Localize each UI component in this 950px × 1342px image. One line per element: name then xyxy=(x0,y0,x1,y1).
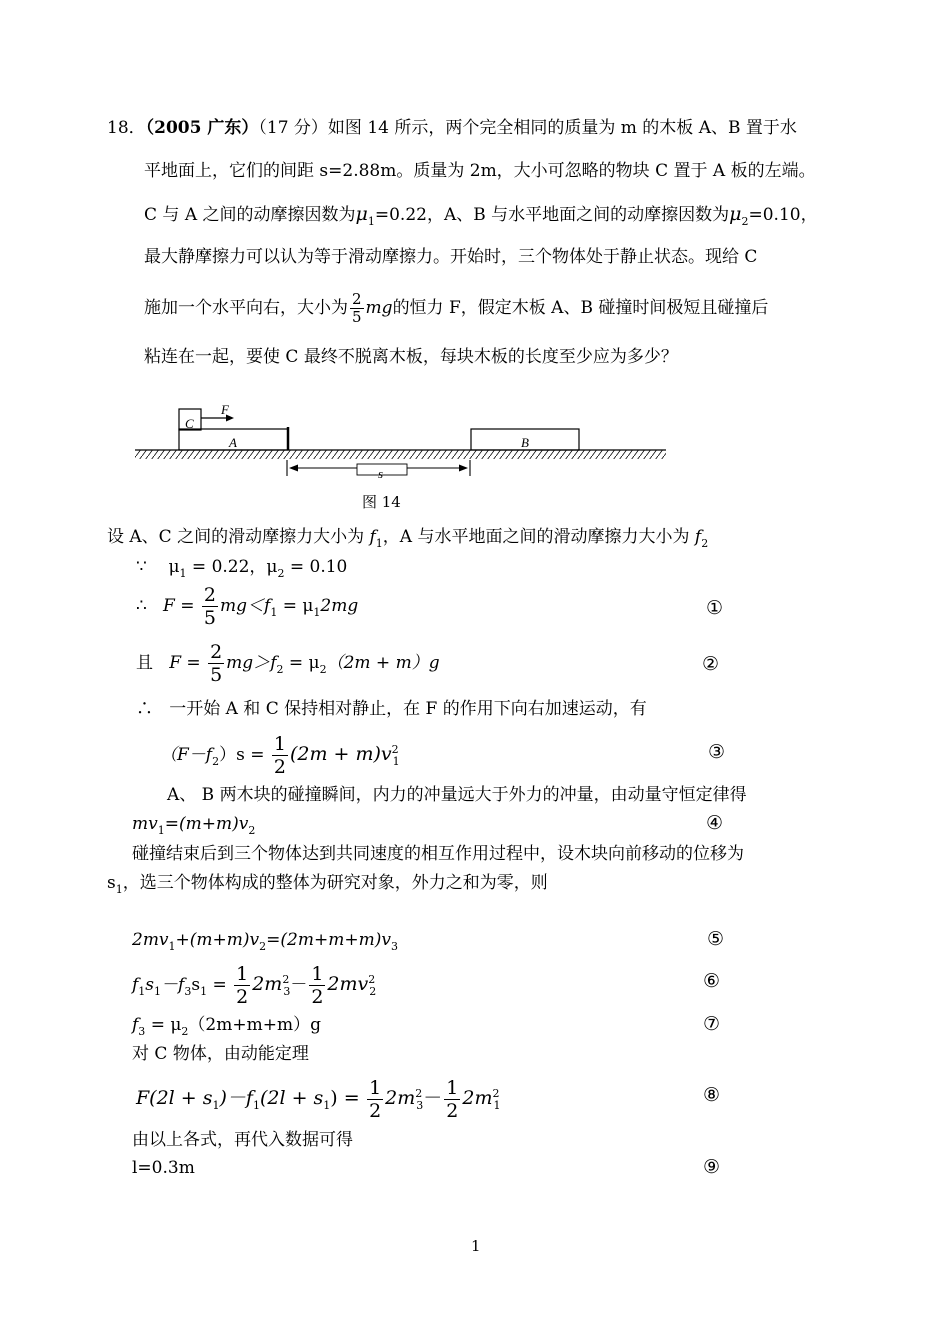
problem-text-5a: 施加一个水平向右，大小为 xyxy=(144,298,348,318)
sup-2: 2 xyxy=(415,1087,423,1100)
eq-term: － xyxy=(423,1087,443,1109)
f-sub: 1 xyxy=(270,606,278,619)
v-sub: 3 xyxy=(416,1099,424,1112)
label-s: s xyxy=(378,466,384,481)
for-c-line: 对 C 物体，由动能定理 xyxy=(132,1044,309,1064)
fraction-numerator: 1 xyxy=(311,963,324,985)
f-sub: 2 xyxy=(276,663,284,676)
fraction-denominator: 2 xyxy=(273,756,286,778)
problem-line-5 xyxy=(144,288,768,328)
eq-var: F xyxy=(163,596,175,616)
eq-term: －f xyxy=(161,975,185,995)
mg-term: mg xyxy=(365,298,393,318)
f-sub: 2 xyxy=(701,537,709,550)
fraction-numerator: 2 xyxy=(210,641,223,663)
eq-term: 2m xyxy=(462,1087,493,1109)
s-sub: 1 xyxy=(212,1099,220,1112)
fraction-one-half xyxy=(309,963,325,1008)
solution-text-1a: 设 A、C 之间的滑动摩擦力大小为 xyxy=(107,527,370,547)
eq-term: F(2l + s xyxy=(136,1087,213,1109)
problem-source: （2005 广东） xyxy=(145,118,259,138)
equation-7 xyxy=(132,1014,321,1043)
mu-sub: 2 xyxy=(741,215,749,228)
eq-term: mg＞ xyxy=(226,653,271,673)
eq-term: mv xyxy=(132,814,158,834)
after-collision-line-2 xyxy=(107,872,548,901)
equation-6 xyxy=(132,958,376,1014)
eq-term: （2m+m+m）g xyxy=(188,1015,321,1035)
problem-line-6: 粘连在一起，要使 C 最终不脱离木板，每块木板的长度至少应为多少？ xyxy=(144,347,678,367)
figure-14 xyxy=(130,400,670,490)
eq-term: （2m + m）g xyxy=(326,653,440,673)
problem-line-3 xyxy=(144,203,818,233)
fraction-numerator: 1 xyxy=(236,963,249,985)
v-sub: 1 xyxy=(392,755,400,768)
problem-number: 18． xyxy=(107,118,146,138)
problem-points: （17 分） xyxy=(258,118,328,138)
f-symbol: f xyxy=(270,653,277,673)
circled-number-2: ② xyxy=(702,653,720,675)
mu-sub: 2 xyxy=(277,567,285,580)
eq-term: = μ xyxy=(277,596,314,616)
mu-sub: 1 xyxy=(367,215,375,228)
figure-caption: 图 14 xyxy=(362,493,401,511)
label-c: C xyxy=(185,416,194,431)
f-sub: 1 xyxy=(138,985,146,998)
mu-symbol: μ xyxy=(355,203,368,225)
page-number: 1 xyxy=(471,1237,481,1255)
eq-term: mg＜ xyxy=(220,596,265,616)
s-sub: 1 xyxy=(115,883,123,896)
v-sub: 3 xyxy=(283,985,291,998)
fraction-denominator: 2 xyxy=(311,986,324,1008)
eq-term: s xyxy=(145,975,155,995)
solution-accel-line xyxy=(136,698,647,720)
mu-symbol: μ xyxy=(729,203,742,225)
eq-term: （F－f xyxy=(160,745,213,765)
f-sub: 1 xyxy=(375,537,383,550)
fraction-numerator: 2 xyxy=(203,584,216,606)
label-a: A xyxy=(229,435,237,450)
mu-values: = 0.22，μ xyxy=(186,557,278,577)
therefore-symbol: ∴ xyxy=(136,596,147,616)
eq-term: 2mv xyxy=(132,930,169,950)
problem-text-3c: =0.10， xyxy=(748,205,818,225)
problem-text-5b: 的恒力 F，假定木板 A、B 碰撞时间极短且碰撞后 xyxy=(392,298,769,318)
eq-term: =(m+m)v xyxy=(164,814,249,834)
v-sub: 1 xyxy=(168,940,176,953)
eq-term: = xyxy=(207,975,227,995)
s-sub: 1 xyxy=(154,985,162,998)
eq-term: = μ xyxy=(283,653,320,673)
solution-line-2 xyxy=(136,556,347,585)
f-symbol: f xyxy=(132,975,139,995)
fraction-denominator: 2 xyxy=(236,986,249,1008)
eq-term: － xyxy=(290,975,308,995)
circled-number-4: ④ xyxy=(706,812,724,834)
problem-line-1 xyxy=(107,117,797,139)
eq-term: (2l + s xyxy=(259,1087,324,1109)
f-symbol: f xyxy=(694,527,702,547)
fraction-two-fifths xyxy=(208,641,224,686)
fraction-denominator: 5 xyxy=(203,607,216,629)
fraction-numerator: 1 xyxy=(273,733,286,755)
v-sub: 3 xyxy=(390,940,398,953)
fraction-numerator: 1 xyxy=(446,1077,459,1099)
solution-accel-text: 一开始 A 和 C 保持相对静止，在 F 的作用下向右加速运动，有 xyxy=(169,699,647,719)
fraction-denominator: 2 xyxy=(446,1100,459,1122)
because-symbol: ∵ xyxy=(136,557,147,577)
eq-term: = μ xyxy=(145,1015,182,1035)
eq-term: 2m xyxy=(252,973,283,995)
equation-8 xyxy=(136,1072,501,1128)
collision-line: A、 B 两木块的碰撞瞬间，内力的冲量远大于外力的冲量，由动量守恒定律得 xyxy=(167,785,747,805)
eq-term: +(m+m)v xyxy=(175,930,260,950)
f-symbol: f xyxy=(264,596,271,616)
result-line: l=0.3m xyxy=(132,1158,195,1178)
circled-number-9: ⑨ xyxy=(703,1156,721,1178)
equation-2: 且 F = $\frac{2}{5}$ $mg>f_2 = \mu_2(2m + m)g$ xyxy=(136,641,440,686)
eq-term: ）s = xyxy=(219,745,265,765)
solution-text-1b: ，A 与水平地面之间的滑动摩擦力大小为 xyxy=(382,527,695,547)
sup-2: 2 xyxy=(282,973,290,986)
v-sub: 1 xyxy=(493,1099,501,1112)
mu-sub: 1 xyxy=(313,606,321,619)
v-sub: 1 xyxy=(157,824,165,837)
eq-term: s xyxy=(191,975,201,995)
f-symbol: f xyxy=(132,1015,139,1035)
equation-4 xyxy=(132,813,255,842)
circled-number-7: ⑦ xyxy=(703,1013,721,1035)
fraction-one-half xyxy=(367,1077,383,1122)
equation-3 xyxy=(160,728,400,784)
mu-values-end: = 0.10 xyxy=(284,557,348,577)
fraction-denominator: 2 xyxy=(369,1100,382,1122)
fraction-numerator: 1 xyxy=(369,1077,382,1099)
s-symbol: s xyxy=(107,873,116,893)
mu-sub: 2 xyxy=(319,663,327,676)
after-collision-line-1: 碰撞结束后到三个物体达到共同速度的相互作用过程中，设木块向前移动的位移为 xyxy=(132,844,744,864)
f-sub: 1 xyxy=(252,1099,260,1112)
circled-number-3: ③ xyxy=(708,741,726,763)
eq-term: =(2m+m+m)v xyxy=(266,930,391,950)
ground-hatch xyxy=(135,450,666,459)
circled-number-6: ⑥ xyxy=(703,970,721,992)
f-symbol: f xyxy=(369,527,376,547)
sup-2: 2 xyxy=(368,973,376,986)
mu-sub: 1 xyxy=(179,567,187,580)
conclude-line: 由以上各式，再代入数据可得 xyxy=(132,1130,353,1150)
mu-sub: 2 xyxy=(181,1025,189,1038)
s-sub: 1 xyxy=(323,1099,331,1112)
f-sub: 3 xyxy=(138,1025,146,1038)
equation-1: ∴ F = $\frac{2}{5}$ $mg<f_1 = \mu_12mg$ xyxy=(136,584,359,629)
eq-term: ) = xyxy=(330,1087,360,1109)
circled-number-8: ⑧ xyxy=(703,1084,721,1106)
eq-term: (2m + m)v xyxy=(289,743,392,765)
dimension-arrow-right xyxy=(459,465,468,472)
dimension-arrow-left xyxy=(289,465,298,472)
fraction-denominator: 5 xyxy=(210,664,223,686)
fraction-numerator: 2 xyxy=(352,290,362,308)
therefore-symbol: ∴ xyxy=(136,699,153,719)
problem-text-3b: =0.22，A、B 与水平地面之间的动摩擦因数为 xyxy=(374,205,730,225)
eq-term: 2mv xyxy=(327,973,369,995)
fraction-one-half xyxy=(234,963,250,1008)
v-sub: 2 xyxy=(248,824,256,837)
sup-2: 2 xyxy=(391,743,399,756)
circled-number-1: ① xyxy=(706,597,724,619)
eq-var: F xyxy=(169,653,182,673)
mu-label: μ xyxy=(168,557,180,577)
circled-number-5: ⑤ xyxy=(707,928,725,950)
sup-2: 2 xyxy=(492,1087,500,1100)
v-sub: 2 xyxy=(259,940,267,953)
label-b: B xyxy=(521,435,529,450)
eq-term: 2m xyxy=(385,1087,416,1109)
fraction-two-fifths xyxy=(350,291,364,326)
s-sub: 1 xyxy=(200,985,208,998)
fraction-one-half xyxy=(444,1077,460,1122)
and-word: 且 xyxy=(136,653,153,673)
problem-text-1: 如图 14 所示，两个完全相同的质量为 m 的木板 A、B 置于水 xyxy=(327,118,797,138)
f-sub: 3 xyxy=(184,985,192,998)
fraction-denominator: 5 xyxy=(352,308,362,326)
solution-line-1 xyxy=(107,526,708,555)
fraction-two-fifths xyxy=(202,584,218,629)
after-collision-text: ，选三个物体构成的整体为研究对象，外力之和为零，则 xyxy=(122,873,548,893)
equation-5 xyxy=(132,929,398,958)
problem-line-2: 平地面上，它们的间距 s=2.88m。质量为 2m，大小可忽略的物块 C 置于 A 板的左端。 xyxy=(144,161,816,181)
problem-text-3a: C 与 A 之间的动摩擦因数为 xyxy=(144,205,356,225)
fraction-one-half xyxy=(272,733,288,778)
problem-line-4: 最大静摩擦力可以认为等于滑动摩擦力。开始时，三个物体处于静止状态。现给 C xyxy=(144,247,758,267)
label-f: F xyxy=(221,402,229,417)
eq-term: 2mg xyxy=(320,596,359,616)
f-sub: 2 xyxy=(212,755,220,768)
v-sub: 2 xyxy=(369,985,377,998)
eq-term: )－f xyxy=(219,1087,253,1109)
